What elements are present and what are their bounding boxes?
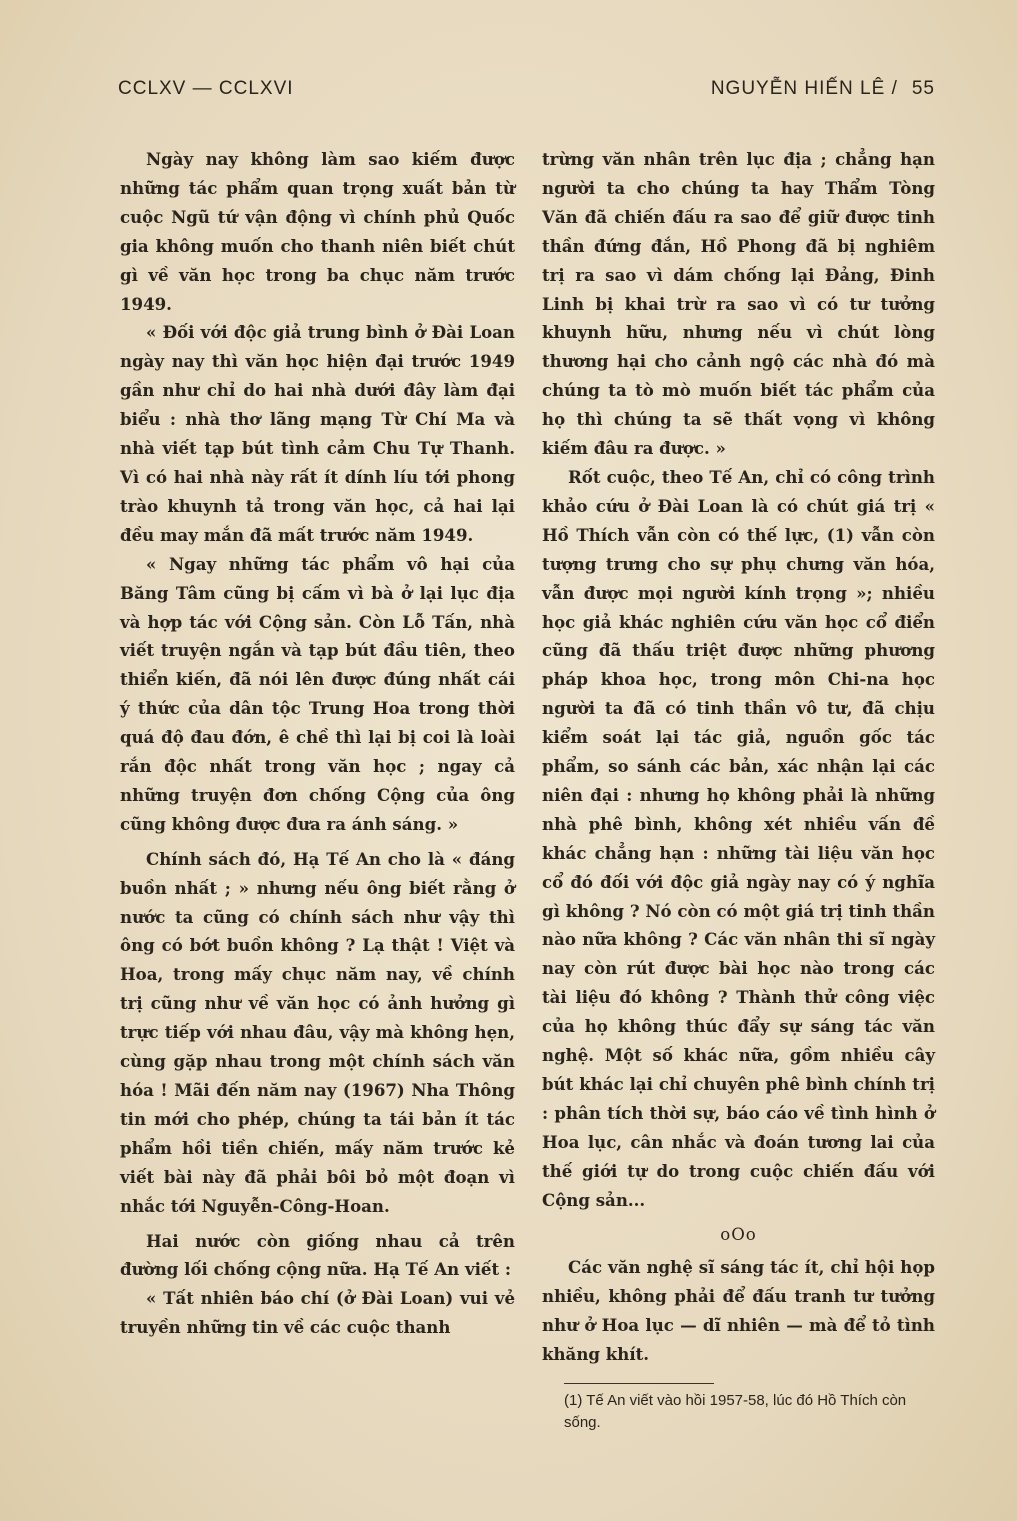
paragraph: Ngày nay không làm sao kiếm được những tác phẩm quan trọng xuất bản từ cuộc Ngũ tứ vận động vì chính phủ Quốc gia không muốn cho thanh niên biết chút gì về văn học trong ba chục năm trước 1949.: [120, 149, 515, 314]
page-number: 55: [911, 78, 935, 99]
footnote: (1) Tế An viết vào hồi 1957-58, lúc đó Hồ Thích còn sống.: [564, 1392, 907, 1432]
left-column: [120, 145, 515, 1342]
right-column: [542, 145, 935, 1434]
footnote-rule: [564, 1383, 714, 1384]
paragraph: Rốt cuộc, theo Tế An, chỉ có công trình khảo cứu ở Đài Loan là có chút giá trị « Hồ Thích vẫn còn có thế lực, (1) vẫn còn tượng trưng cho sự phụ chưng văn hóa, vẫn được mọi người kính trọng »; nhiều học giả khác nghiên cứu văn học cổ điển cũng đã thấu triệt được những phương pháp khoa học, trong môn Chi-na học người ta đã có tinh thần vô tư, đã chịu kiểm soát lại tác giả, nguồn gốc tác phẩm, so sánh các bản, xác nhận lại các niên đại : nhưng họ không phải là những nhà phê bình, không xét nhiều vấn đề khác chẳng hạn : những tài liệu văn học cổ đó đối với độc giả ngày nay có ý nghĩa gì không ? Nó còn có một giá trị tinh thần nào nữa không ? Các văn nhân thi sĩ ngày nay còn rút được bài học nào trong các tài liệu đó không ? Thành thử công việc của họ không thúc đẩy sự sáng tác văn nghệ. Một số khác nữa, gồm nhiều cây bút khác lại chỉ chuyên phê bình chính trị : phân tích thời sự, báo cáo về tình hình ở Hoa lục, cân nhắc và đoán tương lai của thế giới tự do trong cuộc chiến đấu với Cộng sản...: [542, 466, 935, 1210]
section-separator: oOo: [720, 1224, 757, 1244]
chapter-range: CCLXV — CCLXVI: [118, 78, 294, 99]
paragraph: « Tất nhiên báo chí (ở Đài Loan) vui vẻ truyền những tin về các cuộc thanh: [120, 1288, 515, 1338]
paragraph: Chính sách đó, Hạ Tế An cho là « đáng buồn nhất ; » nhưng nếu ông biết rằng ở nước ta cũng có chính sách như vậy thì ông có bớt buồn không ? Lạ thật ! Việt và Hoa, trong mấy chục năm nay, về chính trị cũng như về văn học có ảnh hưởng gì trực tiếp với nhau đâu, vậy mà không hẹn, cùng gặp nhau trong một chính sách văn hóa ! Mãi đến năm nay (1967) Nha Thông tin mới cho phép, chúng ta tái bản ít tác phẩm hồi tiền chiến, mấy năm trước kẻ viết bài này đã phải bôi bỏ một đoạn vì nhắc tới Nguyễn-Công-Hoan.: [120, 848, 515, 1216]
paragraph: trừng văn nhân trên lục địa ; chẳng hạn người ta cho chúng ta hay Thẩm Tòng Văn đã chiến đấu ra sao để giữ được tinh thần đứng đắn, Hồ Phong đã bị nghiêm trị ra sao vì dám chống lại Đảng, Đinh Linh bị khai trừ ra sao vì có tư tưởng khuynh hữu, nhưng nếu vì chút lòng thương hại cho cảnh ngộ các nhà đó mà chúng ta tò mò muốn biết tác phẩm của họ thì chúng ta sẽ thất vọng vì không kiếm đâu ra được. »: [542, 149, 935, 459]
running-header: [118, 78, 935, 108]
paragraph: Hai nước còn giống nhau cả trên đường lối chống cộng nữa. Hạ Tế An viết :: [120, 1230, 515, 1280]
paragraph: « Ngay những tác phẩm vô hại của Băng Tâm cũng bị cấm vì bà ở lại lục địa và hợp tác với Cộng sản. Còn Lỗ Tấn, nhà viết truyện ngắn và tạp bút đầu tiên, theo thiển kiến, đã nói lên được đúng nhất cái ý thức của dân tộc Trung Hoa trong thời quá độ đau đớn, ê chề thì lại bị coi là loài rắn độc nhất trong văn học ; ngay cả những truyện đơn chống Cộng của ông cũng không được đưa ra ánh sáng. »: [120, 553, 515, 834]
author-name: NGUYỄN HIẾN LÊ /: [710, 78, 898, 99]
paragraph: Các văn nghệ sĩ sáng tác ít, chỉ hội họp nhiều, không phải để đấu tranh tư tưởng như ở Hoa lục — dĩ nhiên — mà để tỏ tình khăng khít.: [542, 1257, 935, 1365]
paragraph: « Đối với độc giả trung bình ở Đài Loan ngày nay thì văn học hiện đại trước 1949 gần như chỉ do hai nhà dưới đây làm đại biểu : nhà thơ lãng mạng Từ Chí Ma và nhà viết tạp bút tình cảm Chu Tự Thanh. Vì có hai nhà này rất ít dính líu tới phong trào khuynh tả trong văn học, cả hai lại đều may mắn đã mất trước năm 1949.: [120, 322, 515, 545]
author-and-page: [711, 78, 935, 100]
